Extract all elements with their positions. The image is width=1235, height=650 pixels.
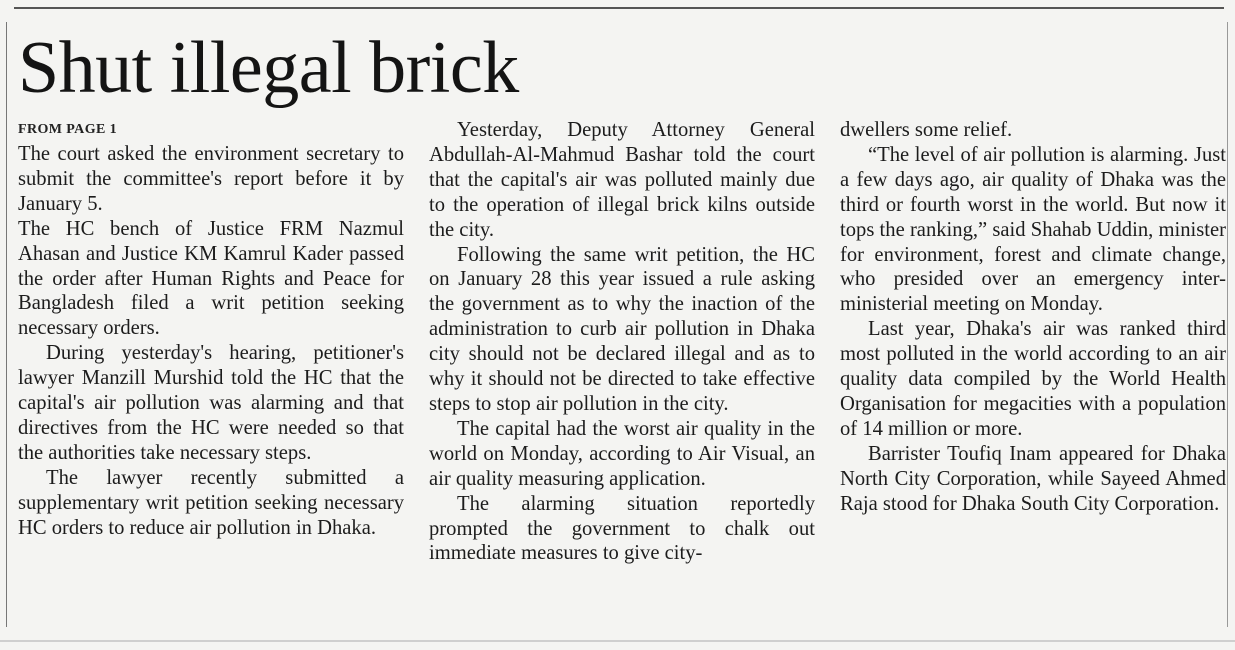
paragraph: The alarming situation reportedly prompted the government to chalk out immediate measures to give city- — [429, 492, 815, 565]
paragraph: The lawyer recently submitted a supplementary writ petition seeking necessary HC orders to reduce air pollution in Dhaka. — [18, 466, 404, 539]
paragraph: The HC bench of Justice FRM Nazmul Ahasan and Justice KM Kamrul Kader passed the order after Human Rights and Peace for Bangladesh filed a writ petition seeking necessary orders. — [18, 217, 404, 340]
top-rule — [14, 7, 1224, 9]
paragraph: Yesterday, Deputy Attorney General Abdullah-Al-Mahmud Bashar told the court that the capital's air was polluted mainly due to the operation of illegal brick kilns outside the city. — [429, 119, 815, 241]
paragraph: The capital had the worst air quality in the world on Monday, according to Air Visual, an air quality measuring application. — [429, 417, 815, 490]
paragraph: Barrister Toufiq Inam appeared for Dhaka North City Corporation, while Sayeed Ahmed Raja stood for Dhaka South City Corporation. — [840, 442, 1226, 515]
paragraph: “The level of air pollution is alarming. Just a few days ago, air quality of Dhaka was the third or fourth worst in the world. But now it tops the ranking,” said Shahab Uddin, minister for environment, forest and climate change, who presided over an emergency inter-ministerial meeting on Monday. — [840, 143, 1226, 316]
paragraph: During yesterday's hearing, petitioner's lawyer Manzill Murshid told the HC that the capital's air pollution was alarming and that directives from the HC were needed so that the authorities take necessary steps. — [18, 342, 404, 464]
paragraph: dwellers some relief. — [840, 119, 1013, 141]
left-border — [6, 22, 7, 627]
right-border — [1227, 22, 1228, 627]
headline: Shut illegal brick — [18, 27, 519, 109]
paragraph: The court asked the environment secretary to submit the committee's report before it by January 5. — [18, 143, 404, 215]
column-1 — [18, 118, 404, 541]
kicker: FROM PAGE 1 — [18, 122, 118, 137]
paragraph: Last year, Dhaka's air was ranked third most polluted in the world according to an air quality data compiled by the World Health Organisation for megacities with a population of 14 million or more. — [840, 318, 1226, 440]
paragraph: Following the same writ petition, the HC on January 28 this year issued a rule asking the government as to why the inaction of the administration to curb air pollution in Dhaka city should not be declared illegal and as to why it should not be directed to take effective steps to stop air pollution in the city. — [429, 243, 815, 415]
column-3 — [840, 118, 1226, 517]
bottom-border — [0, 640, 1235, 642]
column-2 — [429, 118, 815, 566]
